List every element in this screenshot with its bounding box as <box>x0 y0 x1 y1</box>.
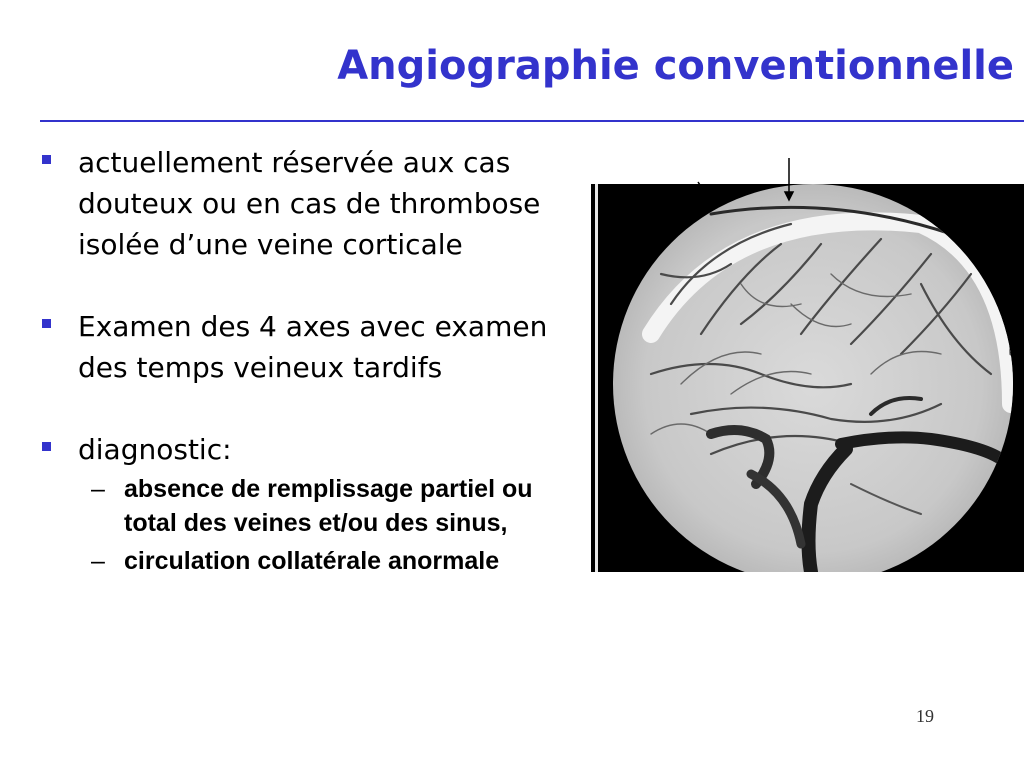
title-divider <box>40 120 1024 122</box>
sub-bullet-text: absence de remplissage partiel ou total des veines et/ou des sinus, <box>124 475 533 537</box>
square-bullet-icon <box>42 155 51 164</box>
sub-bullet-item <box>78 472 560 540</box>
bullet-text: diagnostic: <box>78 433 232 466</box>
square-bullet-icon <box>42 442 51 451</box>
dash-bullet-icon: – <box>91 547 105 575</box>
bullet-item <box>40 306 560 388</box>
bullet-item <box>40 142 560 265</box>
slide-number: 19 <box>916 706 934 726</box>
sub-bullet-list <box>78 472 560 578</box>
sub-bullet-item <box>78 544 560 578</box>
dash-bullet-icon: – <box>91 475 105 503</box>
arrow-annotations <box>591 150 1024 210</box>
angiogram-image <box>591 184 1024 572</box>
sub-bullet-text: circulation collatérale anormale <box>124 547 500 575</box>
bullet-list <box>40 142 560 578</box>
bullet-item <box>40 429 560 578</box>
square-bullet-icon <box>42 319 51 328</box>
slide-title: Angiographie conventionnelle <box>337 43 1014 89</box>
bullet-text: Examen des 4 axes avec examen des temps veineux tardifs <box>78 310 548 384</box>
bullet-text: actuellement réservée aux cas douteux ou en cas de thrombose isolée d’une veine corticale <box>78 146 541 261</box>
